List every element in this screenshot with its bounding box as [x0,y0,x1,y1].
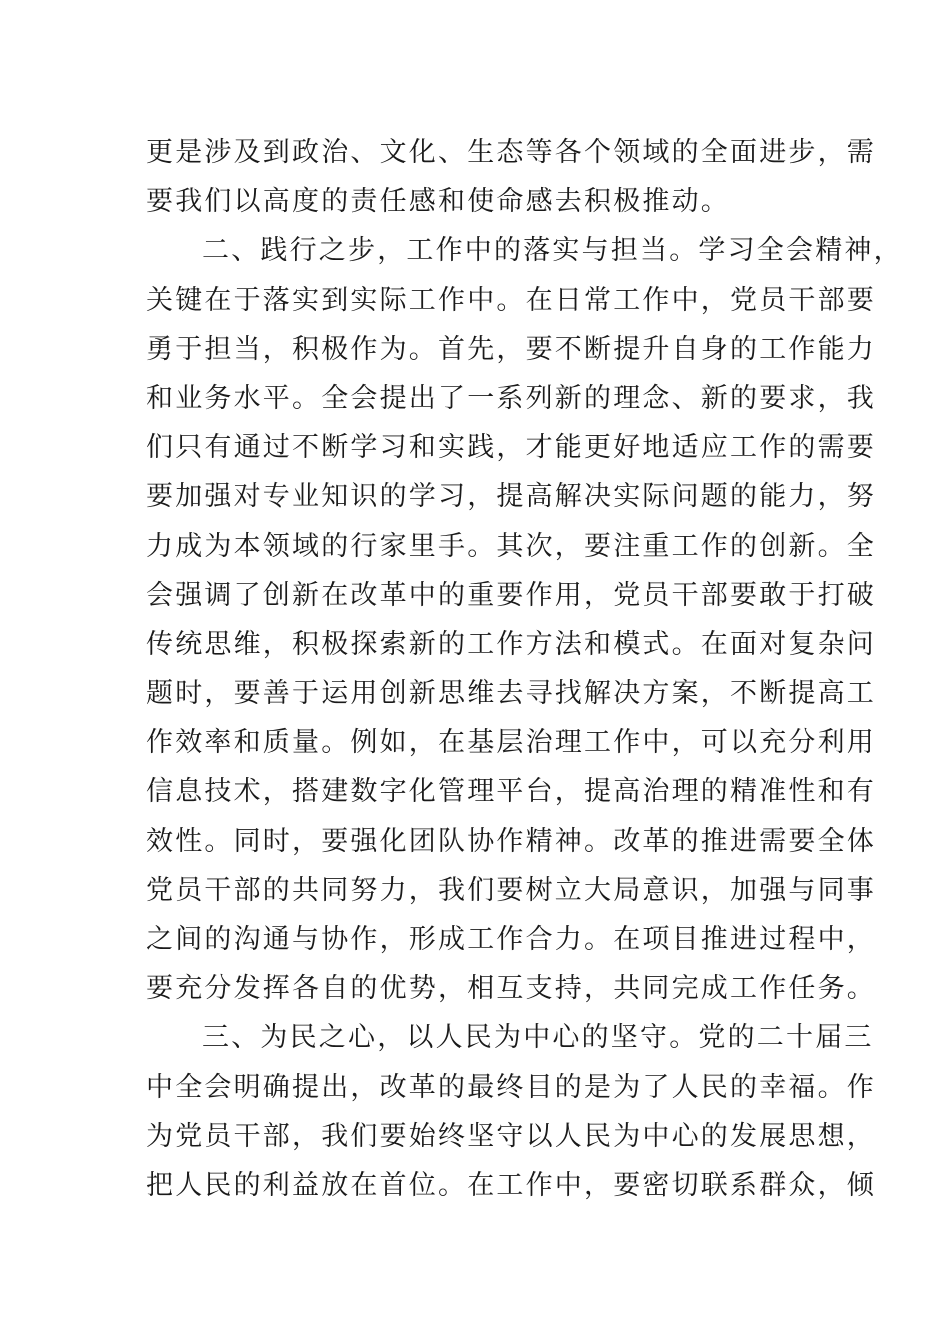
text-line: 题时，要善于运用创新思维去寻找解决方案，不断提高工 [146,678,876,710]
text-line: 会强调了创新在改革中的重要作用，党员干部要敢于打破 [146,579,876,611]
text-line: 要充分发挥各自的优势，相互支持，共同完成工作任务。 [146,973,876,1005]
text-line: 力成为本领域的行家里手。其次，要注重工作的创新。全 [146,530,876,562]
text-line: 勇于担当，积极作为。首先，要不断提升自身的工作能力 [146,333,876,365]
text-line: 传统思维，积极探索新的工作方法和模式。在面对复杂问 [146,628,876,660]
section-heading-line: 二、践行之步，工作中的落实与担当。学习全会精神， [202,235,903,267]
text-line: 效性。同时，要强化团队协作精神。改革的推进需要全体 [146,825,876,857]
text-line: 作效率和质量。例如，在基层治理工作中，可以充分利用 [146,727,876,759]
text-line: 之间的沟通与协作，形成工作合力。在项目推进过程中， [146,924,876,955]
text-line: 把人民的利益放在首位。在工作中，要密切联系群众，倾 [146,1169,876,1201]
text-line: 更是涉及到政治、文化、生态等各个领域的全面进步，需 [146,137,876,168]
text-line: 为党员干部，我们要始终坚守以人民为中心的发展思想， [146,1120,876,1152]
section-heading-line: 三、为民之心，以人民为中心的坚守。党的二十届三 [202,1022,874,1054]
text-line: 党员干部的共同努力，我们要树立大局意识，加强与同事 [146,874,876,906]
text-line: 要我们以高度的责任感和使命感去积极推动。 [146,186,730,218]
text-line: 中全会明确提出，改革的最终目的是为了人民的幸福。作 [146,1071,876,1103]
text-line: 们只有通过不断学习和实践，才能更好地适应工作的需要 [146,432,876,464]
body-text [146,128,903,1210]
text-line: 信息技术，搭建数字化管理平台，提高治理的精准性和有 [146,776,876,808]
text-line: 关键在于落实到实际工作中。在日常工作中，党员干部要 [146,284,876,316]
text-line: 要加强对专业知识的学习，提高解决实际问题的能力，努 [146,481,876,513]
text-line: 和业务水平。全会提出了一系列新的理念、新的要求，我 [146,382,876,414]
